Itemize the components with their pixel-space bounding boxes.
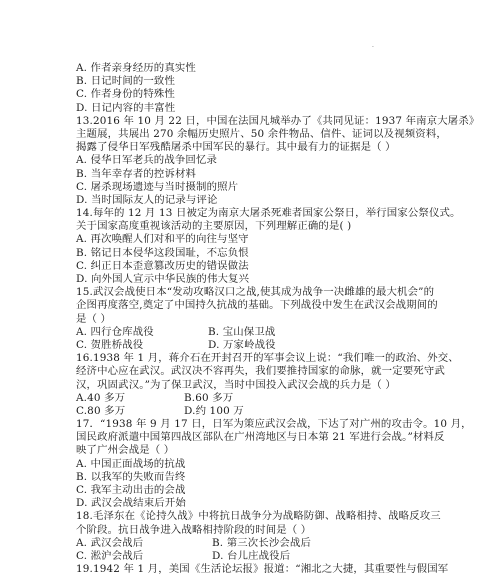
option-line: C. 作者身份的特殊性 [76, 88, 175, 101]
option-line: D. 向外国人宣示中华民族的伟大复兴 [76, 273, 250, 285]
question-content [76, 62, 480, 576]
question-stem-line: 主题展，共展出 270 余幅历史照片、50 余件物品、信件、证词以及视频资料， [76, 127, 447, 140]
option-b: B. 宝山保卫战 [208, 325, 276, 338]
question-stem-line: 国民政府派遣中国第四战区部队在广州湾地区与日本第 21 军进行会战。”材料反 [76, 431, 445, 444]
option-line: A. 中国正面战场的抗战 [76, 457, 186, 470]
option-d: D. 台儿庄战役后 [212, 549, 291, 562]
option-c: C. 贺胜桥战役 [76, 338, 144, 351]
question-14 [76, 207, 461, 286]
question-stem-line: 个阶段。抗日战争进入战略相持阶段的时间是（ ） [76, 523, 312, 536]
question-stem-line: 18.毛泽东在《论持久战》中将抗日战争分为战略防御、战略相持、战略反攻三 [76, 510, 441, 523]
question-15 [76, 286, 438, 352]
question-stem-line: 14.每年的 12 月 13 日被定为南京大屠杀死难者国家公祭日，举行国家公祭仪式。 [76, 207, 461, 220]
option-row [76, 339, 434, 352]
option-line: C. 屠杀现场遗迹与当时摄制的照片 [76, 180, 239, 193]
option-line: D. 当时国际友人的记录与评论 [76, 193, 218, 206]
question-stem-line: 17．“1938 年 9 月 17 日，日军为策应武汉会战，下达了对广州的攻击令。10 月， [76, 418, 472, 431]
option-row [76, 326, 434, 339]
option-line: D. 日记内容的丰富性 [76, 101, 176, 114]
option-d: D.约 100 万 [184, 404, 244, 417]
option-row [76, 537, 434, 550]
question-stem-line: 16.1938 年 1 月，蒋介石在开封召开的军事会议上说：“我们唯一的政治、外交、 [76, 352, 459, 365]
corner-dot: · [372, 44, 374, 51]
option-b: B. 第三次长沙会战后 [212, 536, 312, 549]
question-stem-line: 经济中心应在武汉。武汉决不容再失，我们要推持国家的命脉，就一定要死守武 [76, 365, 445, 378]
option-line: B. 日记时间的一致性 [76, 75, 176, 88]
question-stem-line: 映了广州会战是（ ） [76, 444, 175, 457]
option-d: D. 万家岭战役 [208, 338, 276, 351]
option-a: A. 四行仓库战役 [76, 325, 154, 338]
option-line: A. 作者亲身经历的真实性 [76, 62, 196, 74]
option-line: A. 再次唤醒人们对和平的向往与坚守 [76, 233, 249, 246]
option-line: A. 侵华日军老兵的战争回忆录 [76, 154, 218, 167]
option-c: C.80 多万 [76, 404, 126, 417]
option-line: B. 当年幸存者的控诉材料 [76, 167, 197, 180]
question-stem-line: 关于国家高度重视该活动的主要原因，下列理解正确的是( ) [76, 220, 352, 233]
option-row [76, 550, 434, 563]
question-19-partial: 19.1942 年 1 月，美国《生活论坛报》报道：“湘北之大捷，其重要性与假国军 [76, 563, 449, 576]
option-line: B. 以我军的失败而告终 [76, 470, 186, 483]
q12-options [76, 62, 434, 115]
question-stem-line: 15.武汉会战使日本“发动攻略汉口之战,使其成为战争一决雌雄的最大机会”的 [76, 286, 435, 299]
option-a: A. 武汉会战后 [76, 536, 144, 549]
question-stem-line: 是（ ） [76, 312, 112, 325]
option-b: B.60 多万 [184, 391, 234, 404]
question-stem-line: 汉，巩固武汉。”为了保卫武汉，当时中国投入武汉会战的兵力是（ ） [76, 378, 396, 391]
question-18 [76, 510, 441, 563]
option-row [76, 405, 434, 418]
option-c: C. 淞沪会战后 [76, 549, 144, 562]
question-stem-line: 13.2016 年 10 月 22 日，中国在法国凡城举办了《共同见证：1937 年南京大屠杀》 [76, 114, 480, 127]
question-17 [76, 418, 472, 510]
question-16 [76, 352, 459, 418]
question-stem-line: 企图再度落空,奠定了中国持久抗战的基础。下列战役中发生在武汉会战期间的 [76, 299, 438, 312]
option-line: D. 武汉会战结束后开始 [76, 497, 186, 510]
option-row [76, 392, 434, 405]
option-line: C. 我军主动出击的会战 [76, 484, 186, 496]
option-a: A.40 多万 [76, 391, 126, 404]
question-stem-line: 揭露了侵华日军残酷屠杀中国军民的暴行。其中最有力的证据是（ ） [76, 141, 396, 154]
question-13 [76, 114, 480, 207]
option-line: C. 纠正日本歪意篡改历史的错误做法 [76, 259, 249, 272]
option-line: B. 铭记日本侵华这段国耻，不忘负恨 [76, 246, 249, 259]
